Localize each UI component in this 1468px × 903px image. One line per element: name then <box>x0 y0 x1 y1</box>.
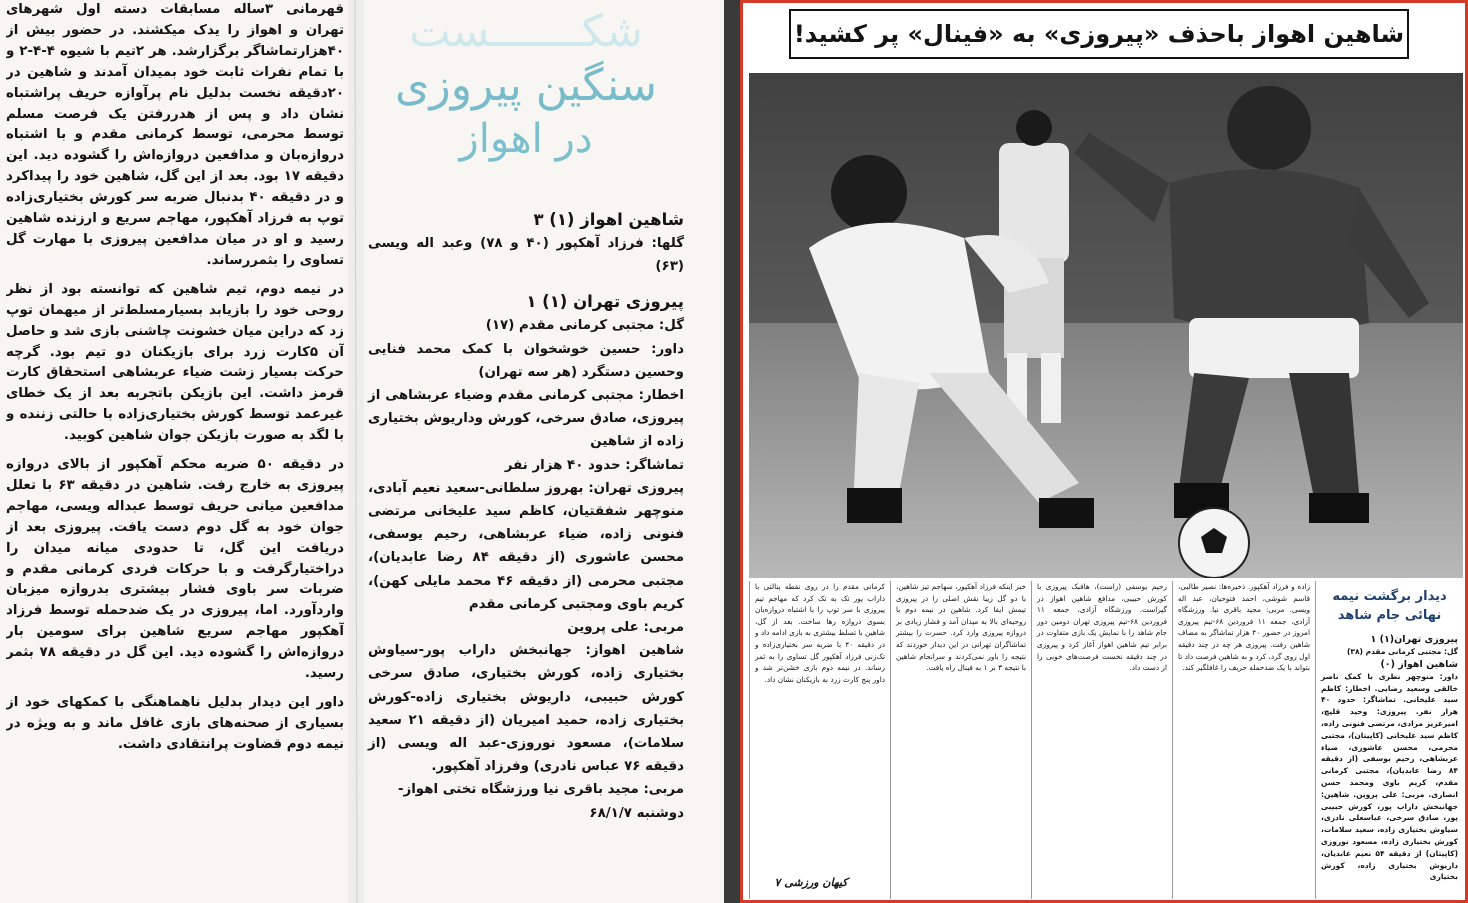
article-column-1-text: کرمانی مقدم را در روی نقطه پنالتی با داراب پور تک به تک کرد که مهاجم تیم پیروزی با سر توپ را با اشتباه دروازه‌بان بسوی دروازه رها ساخت. بعد از گل، شاهین با تسلط بیشتری به بازی ادامه داد و در دقیقه ۴۰ با ضربه سر بختیاری‌زاده و تک‌زنی فرزاد آهکپور گل تساوی را به ثمر رساند. در نیمه دوم بازی خشن‌تر شد و داور پنج کارت زرد به بازیکنان نشان داد. <box>755 582 885 684</box>
team2-goal: گل: مجتبی کرمانی مقدم (۱۷) <box>485 318 684 334</box>
article-column-3-text: رحیم یوسفی (راست)، هافبک پیروزی با کورش حبیبی، مدافع شاهین اهواز در گیراست. ورزشگاه آزادی، جمعه ۱۱ فروردین ۶۸-تیم پیروزی تهران دومین دور جام شاهد را با نمایش یک بازی متفاوت در برابر تیم شاهین اهواز آغاز کرد و پیروزی در چند دقیقه نخست فرصت‌های خوبی را از دست داد. <box>1037 582 1167 673</box>
newspaper-signature: کیهان ورزشی ۷ <box>774 876 848 889</box>
persepolis-lineup: پیروزی تهران: بهروز سلطانی-سعید نعیم آبادی، منوچهر شفقتیان، کاظم سید علیخانی مرتضی فنونی زاده، ضیاء عربشاهی، رحیم یوسفی، محسن عاشوری (از دقیقه ۸۴ رضا عابدیان)، مجتبی محرمی (از دقیقه ۴۶ محمد مایلی کهن)، کریم باوی ومجتبی کرمانی مقدم <box>368 480 684 612</box>
football-players-illustration <box>749 73 1463 578</box>
right-article-columns <box>749 581 1463 899</box>
left-paragraph-3: در دقیقه ۵۰ ضربه محکم آهکپور از بالای دروازه پیروزی به خارج رفت. شاهین در دقیقه ۶۳ با تعلل مدافعین میانی حریف توسط عبداله ویسی، مهاجم جوان خود به گل دوم دست یافت. پیروزی بعد از دریافت این گل، تا حدودی میانه میدان را دراختیارگرفت و با حرکات فردی کرمانی مقدم و ضربات سر باوی فشار بیشتری بدروازه میزبان واردآورد. اما، پیروزی در یک ضدحمله توسط فرزاد آهکپور مهاجم سریع شاهین برای سومین بار دروازه‌اش را گشوده دید. این گل در دقیقه ۷۸ بثمر رسید. <box>6 457 344 682</box>
headline-line-2: سنگین پیروزی <box>395 60 657 111</box>
page-divider <box>724 0 740 903</box>
match-summary <box>368 208 684 898</box>
headline-line-3: در اهواز <box>459 116 593 162</box>
article-column-3 <box>1031 581 1172 899</box>
team2-score: پیروزی تهران (۱) ۱ <box>526 292 684 312</box>
left-paragraph-4: داور این دیدار بدلیل ناهماهنگی با کمکهای خود از بسیاری از صحنه‌های بازی غافل ماند و به ویژه در نیمه دوم قضاوت پرانتقادی داشت. <box>6 695 344 752</box>
headline-line-1: شکـــــــست <box>409 6 643 57</box>
article-column-4-text: زاده و فرزاد آهکپور. ذخیره‌ها: نصیر طالبی، قاسم شوشی، احمد فتوحیان، عبد اله ویسی. مربی: مجید باقری نیا. ورزشگاه آزادی، جمعه ۱۱ فروردین ۶۸-تیم پیروزی امروز در حضور ۴۰ هزار تماشاگر به مصاف شاهین رفت. پیروزی هر چه در چند دقیقه اول روی گرد، کرد و به شاهین فرصت داد تا بتواند با یک ضدحمله حریف را غافلگیر کند. <box>1178 582 1310 673</box>
shahin-coach: مربی: مجید باقری نیا ورزشگاه تختی اهواز- <box>397 782 684 798</box>
article-column-1 <box>749 581 890 899</box>
summary-spacer <box>368 278 684 290</box>
team1-goals: گلها: فرزاد آهکپور (۴۰ و ۷۸) وعبد اله ویسی (۶۳) <box>368 236 684 275</box>
article-column-2-text: خبر اینکه فرزاد آهکپور، سهاجم تیز شاهین، با دو گل زیبا نقش اصلی را در پیروزی تیمش ایفا کرد. شاهین در نیمه دوم با روحیه‌ای بالا به میدان آمد و فشار زیادی بر دروازه پیروزی وارد کرد. حسرت را بیشتر تماشاگران تهرانی در این دیدار خوردند که نتیجه را باور نمی‌کردند و سرانجام شاهین با نتیجه ۳ بر ۱ به فینال راه یافت. <box>896 582 1026 673</box>
box-details: داور: منوچهر نظری با کمک ناصر خالقی وسعید رضایی. اخطار: کاظم سید علیخانی. تماشاگر: حدود ۴۰ هزار نفر. پیروزی: وحید قلیچ، امیرعزیز مرادی، مرتضی فنونی زاده، کاظم سید علیخانی (کاپیتان)، مجتبی محرمی، محسن عاشوری، ضیاء عربشاهی، رحیم یوسفی (از دقیقه ۸۴ رضا عابدیان)، مجتبی کرمانی مقدم، کریم باوی ومحمد حسن انصاری. مربی: علی پروین. شاهین: جهانبخش داراب پور، کورش حبیبی پور، صادق سرخی، عباسعلی نادری، سیاوش بختیاری زاده، سعید سلامات، کورش بختیاری زاده، مسعود نوروزی (کاپیتان) از دقیقه ۵۴ نعیم عابدیان، داریوش بختیاری زاده، کورش بختیاری <box>1321 671 1458 882</box>
referee-line: داور: حسین خوشخوان با کمک محمد فنایی وحسین دستگرد (هر سه تهران) <box>368 341 684 380</box>
article-column-4 <box>1172 581 1315 899</box>
match-date: دوشنبه ۶۸/۱/۷ <box>589 805 684 821</box>
team1-score: شاهین اهواز (۱) ۳ <box>533 210 684 229</box>
right-newspaper-clipping <box>740 0 1468 903</box>
cards-line: اخطار: مجتبی کرمانی مقدم وضیاء عربشاهی از پیروزی، صادق سرخی، کورش وداریوش بختیاری زاده از شاهین <box>368 388 684 450</box>
left-article-body <box>6 0 344 900</box>
match-photo <box>749 73 1463 578</box>
article-column-2 <box>890 581 1031 899</box>
football-ball <box>1179 508 1249 578</box>
spectators-line: تماشاگر: حدود ۴۰ هزار نفر <box>504 457 684 473</box>
info-box <box>1315 581 1463 899</box>
left-headline <box>364 6 688 196</box>
right-headline: شاهین اهواز باحذف «پیروزی» به «فینال» پر کشید! <box>793 20 1405 48</box>
persepolis-coach: مربی: علی پروین <box>567 620 684 636</box>
box-goal: گل: مجتبی کرمانی مقدم (۳۸) <box>1346 647 1458 656</box>
column-gutter <box>348 0 364 903</box>
box-score: پیروزی تهران(۱) ۱ <box>1370 634 1458 645</box>
info-box-title: دیدار برگشت نیمه نهائی جام شاهد <box>1332 589 1447 623</box>
info-box-body <box>1321 633 1458 883</box>
left-paragraph-2: در نیمه دوم، تیم شاهین که توانسته بود از نظر روحی خود را بازیابد بسیارمسلط‌تر از میهمان توپ زد که دراین میان خشونت چاشنی بازی شد و حاصل آن ۵کارت زرد برای بازیکنان دو تیم بود. گرچه حرکت بسیار زشت ضیاء عربشاهی استحقاق کارت قرمز داشت. این بازیکن باتجربه بعد از یک خطای غیرعمد توسط کورش بختیاری‌زاده با حالتی زننده و با لگد به صورت بازیکن جوان شاهین کوبید. <box>6 281 344 444</box>
gutter-texture <box>348 0 364 903</box>
left-paragraph-1: قهرمانی ۳ساله مسابقات دسته اول شهرهای تهران و اهواز را یدک میکشند. در حضور بیش از ۴۰هزارتماشاگر برگزارشد. هر ۲تیم با شیوه ۴-۴-۲ و با تمام نفرات ثابت خود بمیدان آمدند و شاهین در ۲۰دقیقه نخست بدلیل نام پرآوازه حریف پراشتباه نشان داد و پس از هدررفتن یک فرصت مسلم توسط محرمی، توسط کرمانی مقدم و با اشتباه دروازه‌بان و مدافعین دروازه‌اش را گشوده دید. این دقیقه ۱۷ بود. بعد از این گل، شاهین خود را پیداکرد و در دقیقه ۴۰ بدنبال ضربه سر کورش بختیاری‌زاده توپ به فرزاد آهکپور، مهاجم سریع و ارزنده شاهین رسید و او در میان مدافعین پیروزی با مهارت گل تساوی را بثمررساند. <box>6 2 344 268</box>
shahin-lineup: شاهین اهواز: جهانبخش داراب پور-سیاوش بختیاری زاده، کورش بختیاری، صادق سرخی کورش حبیبی، داریوش بختیاری زاده-کورش بختیاری زاده، حمید امیریان (از دقیقه ۲۱ سعید سلامات)، مسعود نوروزی-عبد اله ویسی (از دقیقه ۷۶ عباس نادری) وفرزاد آهکپور. <box>368 643 684 775</box>
box-score-2: شاهین اهواز (۰) <box>1380 658 1458 670</box>
right-title-box <box>789 9 1409 59</box>
